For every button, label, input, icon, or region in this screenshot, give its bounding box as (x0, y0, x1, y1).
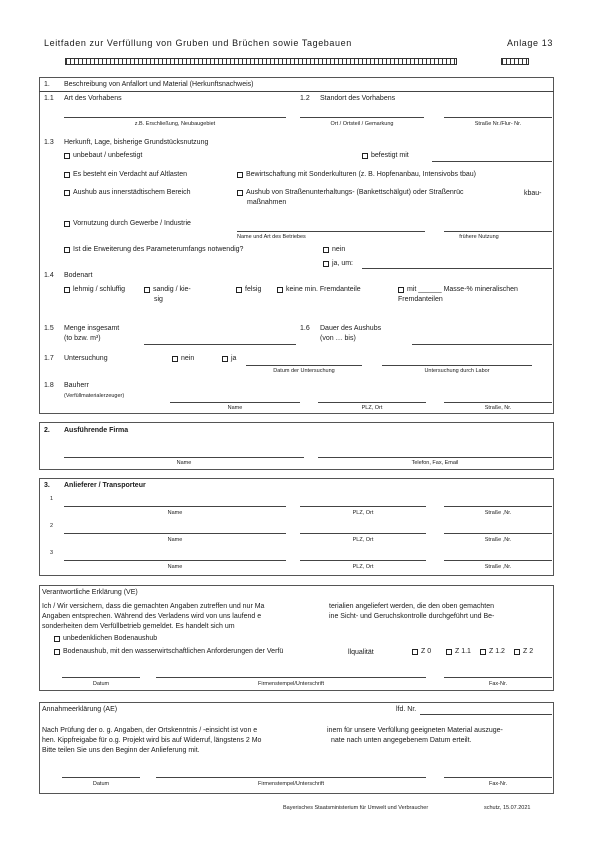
section-1-title: Beschreibung von Anfallort und Material (Herkunftsnachweis) (64, 81, 254, 88)
ae-text-line1a: Nach Prüfung der o. g. Angaben, der Ortskenntnis / -einsicht ist von e (42, 727, 258, 734)
keine-fremdanteile-checkbox[interactable]: keine min. Fremdanteile (277, 286, 361, 293)
item-1-7-number: 1.7 (44, 355, 54, 362)
labor-field[interactable] (382, 365, 532, 366)
item-1-8-number: 1.8 (44, 382, 54, 389)
transporteur-1-strasse-field[interactable] (444, 506, 552, 507)
untersuchung-nein-checkbox[interactable]: nein (172, 355, 194, 362)
bauherr-strasse-field[interactable] (444, 402, 552, 403)
ae-title: Annahmeerklärung (AE) (42, 706, 118, 713)
section-3-frame (39, 478, 554, 576)
datum-untersuchung-field[interactable] (246, 365, 362, 366)
ve-fax-field[interactable] (444, 677, 552, 678)
ve-text-line2b: ine Sicht- und Geruchskontrolle durchgeführt und Be- (329, 613, 495, 620)
annex-label: Anlage 13 (507, 38, 553, 48)
ve-z2-checkbox[interactable]: Z 2 (514, 648, 533, 655)
section-3-number: 3. (44, 482, 50, 489)
mit-fremdanteilen-label-line2: Fremdanteilen (398, 296, 443, 303)
bauherr-sub-label: (Verfüllmaterialerzeuger) (64, 393, 125, 399)
menge-field[interactable] (144, 344, 296, 345)
fruehere-nutzung-field[interactable] (444, 231, 552, 232)
transporteur-strasse-caption: Straße ,Nr. (484, 537, 512, 543)
firma-kontakt-caption: Telefon, Fax, Email (411, 460, 459, 466)
ve-z0-checkbox[interactable]: Z 0 (412, 648, 431, 655)
item-1-2-number: 1.2 (300, 95, 310, 102)
strasse-flur-field[interactable] (444, 117, 552, 118)
transporteur-1-plz-field[interactable] (300, 506, 426, 507)
strassenbau-label-end: kbau- (524, 190, 542, 197)
erweiterung-ja-field[interactable] (362, 268, 552, 269)
dauer-von-bis-label: (von … bis) (320, 335, 356, 342)
ve-datum-caption: Datum (92, 681, 110, 687)
transporteur-2-plz-field[interactable] (300, 533, 426, 534)
bodenart-label: Bodenart (64, 272, 93, 279)
ve-stempel-caption: Firmenstempel/Unterschrift (257, 681, 325, 687)
fruehere-nutzung-caption: frühere Nutzung (459, 234, 499, 240)
transporteur-plz-caption: PLZ, Ort (352, 537, 374, 543)
item-1-3-number: 1.3 (44, 139, 54, 146)
art-des-vorhabens-caption: z.B. Erschließung, Neubaugebiet (134, 121, 216, 127)
herkunft-label: Herkunft, Lage, bisherige Grundstücksnutzung (64, 139, 209, 146)
ae-fax-caption: Fax-Nr. (488, 781, 508, 787)
ve-verfuellqualitaet-checkbox[interactable]: Bodenaushub, mit den wasserwirtschaftlichen Anforderungen der Verfü (54, 648, 283, 655)
transporteur-plz-caption: PLZ, Ort (352, 564, 374, 570)
section-3-title: Anlieferer / Transporteur (64, 482, 146, 489)
ve-unbedenklich-checkbox[interactable]: unbedenklichen Bodenaushub (54, 635, 157, 642)
ve-fax-caption: Fax-Nr. (488, 681, 508, 687)
altlasten-verdacht-checkbox[interactable]: Es besteht ein Verdacht auf Altlasten (64, 171, 187, 178)
transporteur-row-number: 1 (50, 496, 54, 502)
item-1-4-number: 1.4 (44, 272, 54, 279)
ae-stempel-caption: Firmenstempel/Unterschrift (257, 781, 325, 787)
vornutzung-gewerbe-checkbox[interactable]: Vornutzung durch Gewerbe / Industrie (64, 220, 191, 227)
firma-kontakt-field[interactable] (318, 457, 552, 458)
art-des-vorhabens-field[interactable] (64, 117, 286, 118)
ae-text-line2b: nate nach unten angegebenem Datum erteilt. (331, 737, 472, 744)
transporteur-2-strasse-field[interactable] (444, 533, 552, 534)
footer-ministry: Bayerisches Staatsministerium für Umwelt und Verbraucher (283, 805, 429, 811)
erweiterung-nein-checkbox[interactable]: nein (323, 246, 345, 253)
footer-date: schutz, 15.07.2021 (484, 805, 531, 811)
item-1-6-number: 1.6 (300, 325, 310, 332)
firma-name-field[interactable] (64, 457, 304, 458)
mit-fremdanteilen-checkbox[interactable]: mit ______ Masse-% mineralischen (398, 286, 518, 293)
lehmig-checkbox[interactable]: lehmig / schluffig (64, 286, 125, 293)
section-1-divider (39, 91, 554, 92)
bauherr-label: Bauherr (64, 382, 89, 389)
transporteur-3-strasse-field[interactable] (444, 560, 552, 561)
betrieb-field[interactable] (237, 231, 425, 232)
ae-lfd-label: lfd. Nr. (396, 706, 417, 713)
betrieb-caption: Name und Art des Betriebes (237, 234, 306, 240)
transporteur-1-name-field[interactable] (64, 506, 286, 507)
labor-caption: Untersuchung durch Labor (424, 368, 490, 374)
ve-text-line1a: Ich / Wir versichern, dass die gemachten Angaben zutreffen und nur Ma (42, 603, 265, 610)
transporteur-3-name-field[interactable] (64, 560, 286, 561)
ae-text-line1b: inem für unsere Verfüllung geeigneten Material auszuge- (327, 727, 503, 734)
ae-datum-caption: Datum (92, 781, 110, 787)
untersuchung-ja-checkbox[interactable]: ja (222, 355, 236, 362)
befestigt-field[interactable] (432, 161, 552, 162)
datum-untersuchung-caption: Datum der Untersuchung (273, 368, 335, 374)
sandig-label-line2: sig (154, 296, 163, 303)
item-1-5-number: 1.5 (44, 325, 54, 332)
menge-label: Menge insgesamt (64, 325, 120, 332)
strasse-flur-caption: Straße Nr./Flur- Nr. (474, 121, 522, 127)
ve-text-line1b: terialien angeliefert werden, die den oben gemachten (329, 603, 495, 610)
bauherr-strasse-caption: Straße, Nr. (484, 405, 512, 411)
ve-z11-checkbox[interactable]: Z 1.1 (446, 648, 471, 655)
transporteur-name-caption: Name (167, 537, 183, 543)
bauherr-name-caption: Name (227, 405, 243, 411)
bauherr-name-field[interactable] (170, 402, 300, 403)
ae-text-line3: Bitte teilen Sie uns den Beginn der Anlieferung mit. (42, 747, 200, 754)
transporteur-2-name-field[interactable] (64, 533, 286, 534)
ve-z12-checkbox[interactable]: Z 1.2 (480, 648, 505, 655)
erweiterung-question: Ist die Erweiterung des Parameterumfangs notwendig? (64, 246, 243, 253)
transporteur-strasse-caption: Straße ,Nr. (484, 510, 512, 516)
ve-stempel-field[interactable] (156, 677, 426, 678)
dauer-label: Dauer des Aushubs (320, 325, 382, 332)
standort-label: Standort des Vorhabens (320, 95, 396, 102)
erweiterung-ja-checkbox[interactable]: ja, um: (323, 260, 353, 267)
document-title: Leitfaden zur Verfüllung von Gruben und Brüchen sowie Tagebauen (44, 38, 352, 48)
bauherr-plz-field[interactable] (318, 402, 426, 403)
ve-datum-field[interactable] (62, 677, 140, 678)
section-1-number: 1. (44, 81, 50, 88)
transporteur-3-plz-field[interactable] (300, 560, 426, 561)
transporteur-strasse-caption: Straße ,Nr. (484, 564, 512, 570)
strassenbau-label-line2: maßnahmen (247, 199, 287, 206)
firma-name-caption: Name (176, 460, 192, 466)
art-des-vorhabens-label: Art des Vorhabens (64, 95, 122, 102)
transporteur-name-caption: Name (167, 564, 183, 570)
ve-verfuellqualitaet-label-end: llqualität (348, 649, 374, 656)
felsig-checkbox[interactable]: felsig (236, 286, 261, 293)
ae-datum-field[interactable] (62, 777, 140, 778)
ve-title: Verantwortliche Erklärung (VE) (42, 589, 138, 596)
transporteur-name-caption: Name (167, 510, 183, 516)
ae-fax-field[interactable] (444, 777, 552, 778)
strassenbau-checkbox[interactable]: Aushub von Straßenunterhaltungs- (Bankettschälgut) oder Straßenrüc (237, 189, 464, 196)
befestigt-checkbox[interactable]: befestigt mit (362, 152, 409, 159)
transporteur-row-number: 3 (50, 550, 54, 556)
innerstaedtisch-checkbox[interactable]: Aushub aus innerstädtischem Bereich (64, 189, 191, 196)
item-1-1-number: 1.1 (44, 95, 54, 102)
transporteur-plz-caption: PLZ, Ort (352, 510, 374, 516)
ae-stempel-field[interactable] (156, 777, 426, 778)
sandig-checkbox[interactable]: sandig / kie- (144, 286, 191, 293)
header-hatch-pattern (65, 58, 457, 65)
untersuchung-label: Untersuchung (64, 355, 108, 362)
ort-caption: Ort / Ortsteil / Gemarkung (330, 121, 394, 127)
ve-text-line2a: Angaben entsprechen. Während des Verladens wird von uns laufend e (42, 613, 262, 620)
ae-text-line2a: hen. Kippfreigabe für o.g. Projekt wird bis auf Widerruf, längstens 2 Mo (42, 737, 262, 744)
unbebaut-checkbox[interactable]: unbebaut / unbefestigt (64, 152, 142, 159)
header-hatch-pattern-small (501, 58, 529, 65)
bauherr-plz-caption: PLZ, Ort (361, 405, 383, 411)
ae-lfd-field[interactable] (420, 714, 552, 715)
dauer-field[interactable] (412, 344, 552, 345)
sonderkulturen-checkbox[interactable]: Bewirtschaftung mit Sonderkulturen (z. B. Hopfenanbau, Intensivobs tbau) (237, 171, 476, 178)
ort-field[interactable] (300, 117, 424, 118)
menge-unit-label: (to bzw. m³) (64, 335, 101, 342)
section-2-title: Ausführende Firma (64, 427, 129, 434)
ve-text-line3: sonderheiten dem Verfüllbetrieb gemeldet. Es handelt sich um (42, 623, 235, 630)
transporteur-row-number: 2 (50, 523, 54, 529)
section-2-number: 2. (44, 427, 50, 434)
